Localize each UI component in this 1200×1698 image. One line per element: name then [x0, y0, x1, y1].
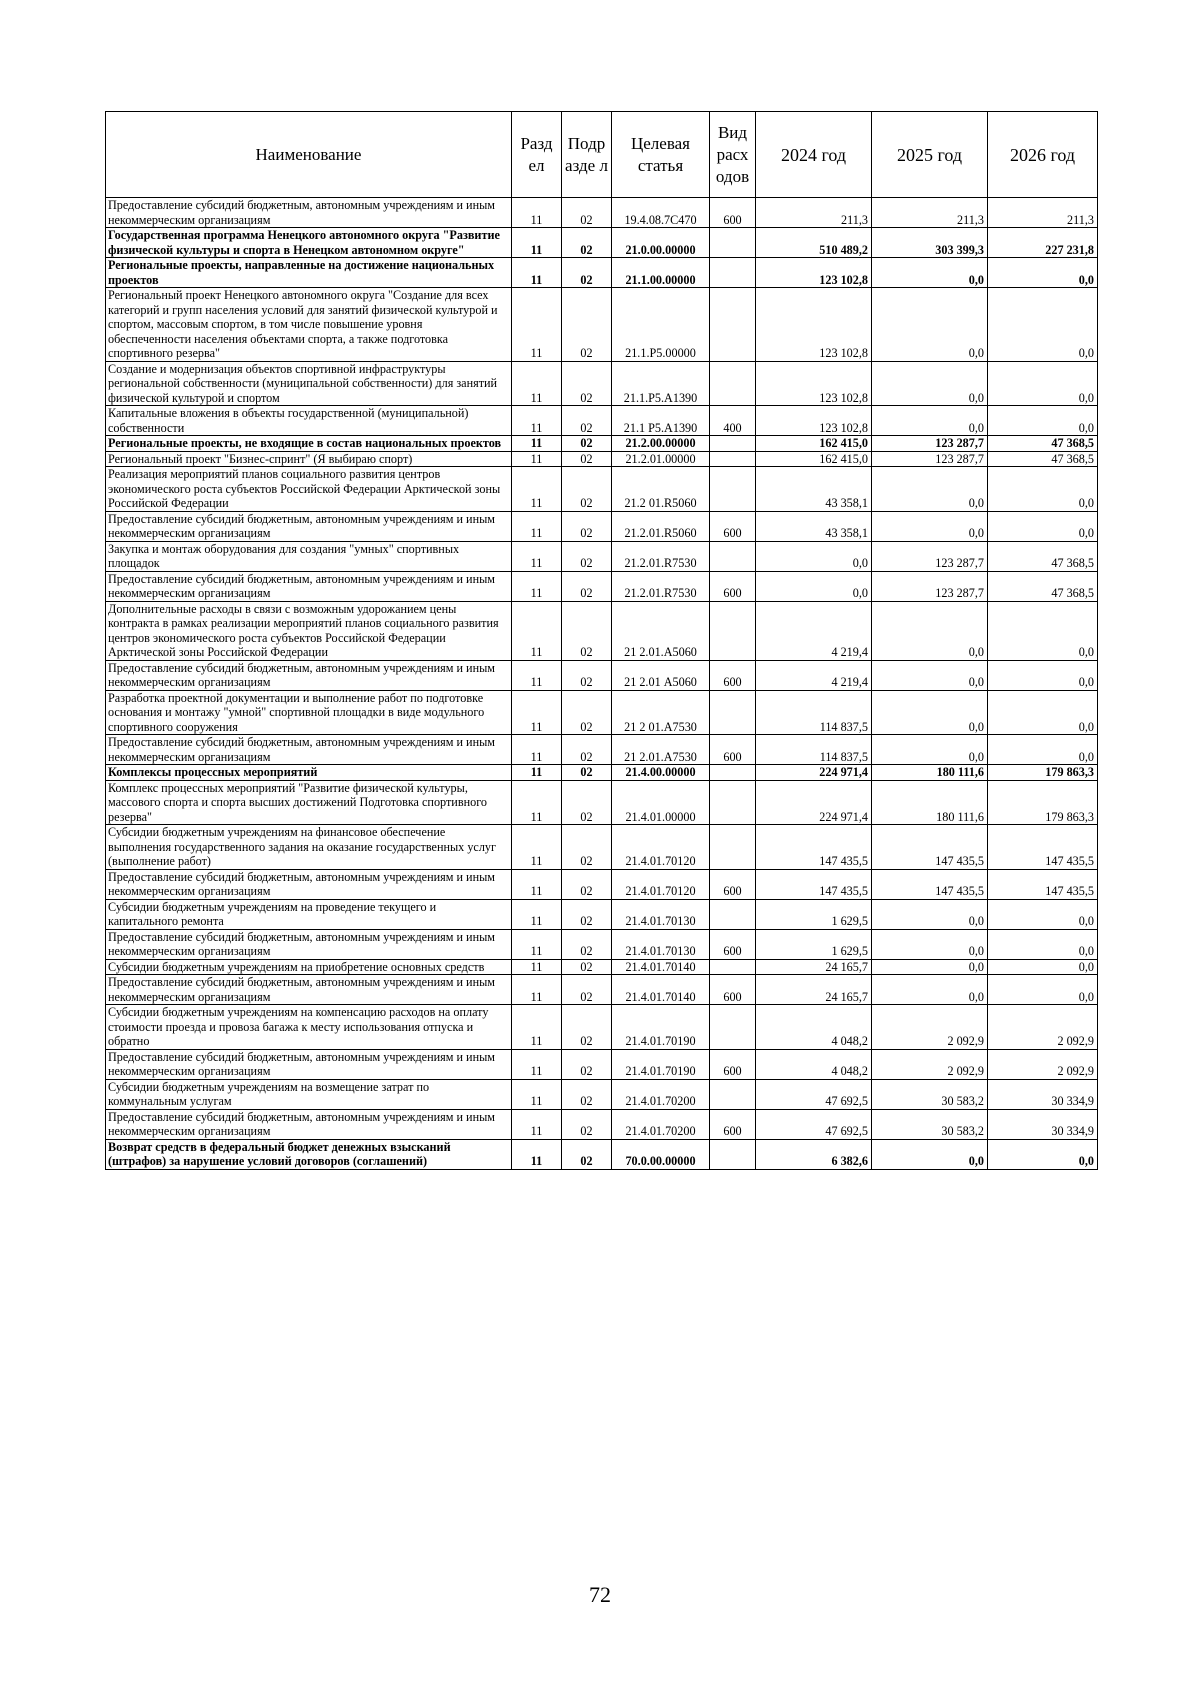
cell-razdel: 11: [512, 288, 562, 362]
cell-podrazdel: 02: [562, 228, 612, 258]
cell-expense-type: [710, 899, 756, 929]
cell-target-article: 21.4.01.70120: [612, 869, 710, 899]
cell-target-article: 21.2.00.00000: [612, 436, 710, 452]
cell-razdel: 11: [512, 228, 562, 258]
cell-2026: 0,0: [988, 601, 1098, 660]
cell-expense-type: [710, 361, 756, 406]
cell-podrazdel: 02: [562, 258, 612, 288]
cell-podrazdel: 02: [562, 451, 612, 467]
cell-razdel: 11: [512, 825, 562, 870]
cell-2024: 147 435,5: [756, 825, 872, 870]
cell-2024: 123 102,8: [756, 406, 872, 436]
cell-target-article: 21.2.01.00000: [612, 451, 710, 467]
budget-table: [105, 111, 1098, 1170]
cell-target-article: 21.1.Р5.00000: [612, 288, 710, 362]
cell-name: Предоставление субсидий бюджетным, автономным учреждениям и иным некоммерческим организациям: [106, 511, 512, 541]
header-name: Наименование: [106, 112, 512, 198]
table-row: [106, 601, 1098, 660]
cell-name: Предоставление субсидий бюджетным, автономным учреждениям и иным некоммерческим организациям: [106, 929, 512, 959]
cell-2025: 0,0: [872, 258, 988, 288]
cell-razdel: 11: [512, 929, 562, 959]
cell-2025: 0,0: [872, 929, 988, 959]
cell-name: Предоставление субсидий бюджетным, автономным учреждениям и иным некоммерческим организациям: [106, 735, 512, 765]
cell-expense-type: [710, 601, 756, 660]
cell-name: Реализация мероприятий планов социального развития центров экономического роста субъектов Российской Федерации Арктической зоны Российской Федерации: [106, 467, 512, 512]
cell-2026: 30 334,9: [988, 1109, 1098, 1139]
cell-expense-type: [710, 1005, 756, 1050]
cell-2026: 47 368,5: [988, 571, 1098, 601]
cell-name: Предоставление субсидий бюджетным, автономным учреждениям и иным некоммерческим организациям: [106, 660, 512, 690]
cell-2026: 179 863,3: [988, 765, 1098, 781]
table-row: [106, 511, 1098, 541]
cell-razdel: 11: [512, 1079, 562, 1109]
table-row: [106, 406, 1098, 436]
cell-podrazdel: 02: [562, 899, 612, 929]
cell-2024: 4 048,2: [756, 1049, 872, 1079]
cell-target-article: 21.4.01.70190: [612, 1049, 710, 1079]
cell-name: Предоставление субсидий бюджетным, автономным учреждениям и иным некоммерческим организациям: [106, 571, 512, 601]
cell-razdel: 11: [512, 765, 562, 781]
cell-razdel: 11: [512, 198, 562, 228]
cell-2026: 0,0: [988, 929, 1098, 959]
header-2026: 2026 год: [988, 112, 1098, 198]
cell-podrazdel: 02: [562, 601, 612, 660]
cell-razdel: 11: [512, 1109, 562, 1139]
table-row: [106, 780, 1098, 825]
cell-target-article: 21.0.00.00000: [612, 228, 710, 258]
cell-name: Государственная программа Ненецкого автономного округа "Развитие физической культуры и спорта в Ненецком автономном округе": [106, 228, 512, 258]
cell-podrazdel: 02: [562, 1049, 612, 1079]
cell-expense-type: [710, 258, 756, 288]
cell-name: Комплекс процессных мероприятий "Развитие физической культуры, массового спорта и спорта высших достижений Подготовка спортивного резерва": [106, 780, 512, 825]
header-target-article: Целевая статья: [612, 112, 710, 198]
cell-expense-type: 600: [710, 571, 756, 601]
cell-expense-type: [710, 451, 756, 467]
cell-2024: 24 165,7: [756, 959, 872, 975]
cell-2024: 43 358,1: [756, 511, 872, 541]
cell-2025: 123 287,7: [872, 571, 988, 601]
cell-podrazdel: 02: [562, 436, 612, 452]
cell-razdel: 11: [512, 467, 562, 512]
cell-expense-type: 600: [710, 511, 756, 541]
table-row: [106, 451, 1098, 467]
cell-2024: 224 971,4: [756, 765, 872, 781]
cell-expense-type: [710, 690, 756, 735]
cell-2026: 0,0: [988, 690, 1098, 735]
cell-target-article: 21.1.Р5.А1390: [612, 361, 710, 406]
cell-podrazdel: 02: [562, 660, 612, 690]
cell-target-article: 21.4.01.70140: [612, 959, 710, 975]
cell-2024: 123 102,8: [756, 288, 872, 362]
cell-2025: 147 435,5: [872, 869, 988, 899]
cell-2025: 123 287,7: [872, 451, 988, 467]
cell-2026: 0,0: [988, 258, 1098, 288]
cell-2026: 47 368,5: [988, 436, 1098, 452]
cell-2024: 1 629,5: [756, 899, 872, 929]
cell-name: Субсидии бюджетным учреждениям на финансовое обеспечение выполнения государственного задания на оказание государственных услуг (выполнение работ): [106, 825, 512, 870]
cell-2024: 123 102,8: [756, 361, 872, 406]
cell-razdel: 11: [512, 899, 562, 929]
cell-podrazdel: 02: [562, 571, 612, 601]
cell-target-article: 19.4.08.7С470: [612, 198, 710, 228]
table-row: [106, 825, 1098, 870]
cell-razdel: 11: [512, 451, 562, 467]
cell-target-article: 21.1.00.00000: [612, 258, 710, 288]
cell-podrazdel: 02: [562, 929, 612, 959]
cell-target-article: 21 2.01.А7530: [612, 735, 710, 765]
cell-2024: 4 048,2: [756, 1005, 872, 1050]
cell-2026: 0,0: [988, 959, 1098, 975]
cell-podrazdel: 02: [562, 541, 612, 571]
table-row: [106, 975, 1098, 1005]
table-row: [106, 765, 1098, 781]
cell-expense-type: [710, 765, 756, 781]
cell-expense-type: [710, 288, 756, 362]
cell-2026: 0,0: [988, 975, 1098, 1005]
document-page: [105, 111, 1097, 1170]
cell-2024: 43 358,1: [756, 467, 872, 512]
cell-expense-type: 600: [710, 975, 756, 1005]
cell-2024: 224 971,4: [756, 780, 872, 825]
cell-razdel: 11: [512, 511, 562, 541]
cell-2024: 6 382,6: [756, 1139, 872, 1169]
table-row: [106, 735, 1098, 765]
cell-podrazdel: 02: [562, 825, 612, 870]
cell-2026: 0,0: [988, 467, 1098, 512]
cell-target-article: 21.2 01.R5060: [612, 467, 710, 512]
cell-razdel: 11: [512, 1005, 562, 1050]
cell-2026: 0,0: [988, 361, 1098, 406]
cell-razdel: 11: [512, 436, 562, 452]
cell-razdel: 11: [512, 541, 562, 571]
cell-podrazdel: 02: [562, 361, 612, 406]
cell-podrazdel: 02: [562, 780, 612, 825]
cell-name: Региональные проекты, направленные на достижение национальных проектов: [106, 258, 512, 288]
cell-podrazdel: 02: [562, 1109, 612, 1139]
cell-2025: 147 435,5: [872, 825, 988, 870]
cell-razdel: 11: [512, 1049, 562, 1079]
cell-razdel: 11: [512, 1139, 562, 1169]
table-row: [106, 571, 1098, 601]
header-razdel: Разд ел: [512, 112, 562, 198]
cell-target-article: 21 2.01.А5060: [612, 601, 710, 660]
cell-razdel: 11: [512, 975, 562, 1005]
cell-target-article: 21.1 Р5.А1390: [612, 406, 710, 436]
table-row: [106, 541, 1098, 571]
cell-name: Региональный проект "Бизнес-спринт" (Я выбираю спорт): [106, 451, 512, 467]
cell-2024: 162 415,0: [756, 436, 872, 452]
cell-podrazdel: 02: [562, 406, 612, 436]
cell-2026: 147 435,5: [988, 869, 1098, 899]
cell-name: Предоставление субсидий бюджетным, автономным учреждениям и иным некоммерческим организациям: [106, 975, 512, 1005]
cell-name: Закупка и монтаж оборудования для создания "умных" спортивных площадок: [106, 541, 512, 571]
cell-2025: 0,0: [872, 361, 988, 406]
cell-razdel: 11: [512, 361, 562, 406]
table-row: [106, 436, 1098, 452]
cell-razdel: 11: [512, 869, 562, 899]
cell-expense-type: [710, 780, 756, 825]
cell-podrazdel: 02: [562, 975, 612, 1005]
cell-name: Региональный проект Ненецкого автономного округа "Создание для всех категорий и групп населения условий для занятий физической культурой и спортом, массовым спортом, в том числе повышение уровня обеспеченности населения объектами спорта, а также подготовка спортивного резерва": [106, 288, 512, 362]
cell-2025: 2 092,9: [872, 1005, 988, 1050]
header-2024: 2024 год: [756, 112, 872, 198]
table-row: [106, 660, 1098, 690]
cell-2024: 47 692,5: [756, 1109, 872, 1139]
cell-expense-type: [710, 436, 756, 452]
cell-target-article: 21.4.01.70200: [612, 1109, 710, 1139]
cell-podrazdel: 02: [562, 288, 612, 362]
cell-2025: 0,0: [872, 975, 988, 1005]
table-row: [106, 869, 1098, 899]
cell-expense-type: [710, 1079, 756, 1109]
cell-2026: 0,0: [988, 406, 1098, 436]
cell-2025: 123 287,7: [872, 436, 988, 452]
cell-2025: 123 287,7: [872, 541, 988, 571]
cell-podrazdel: 02: [562, 467, 612, 512]
cell-2025: 0,0: [872, 1139, 988, 1169]
cell-2024: 510 489,2: [756, 228, 872, 258]
cell-name: Предоставление субсидий бюджетным, автономным учреждениям и иным некоммерческим организациям: [106, 1109, 512, 1139]
cell-2025: 180 111,6: [872, 765, 988, 781]
table-row: [106, 690, 1098, 735]
cell-target-article: 21.4.01.70200: [612, 1079, 710, 1109]
cell-expense-type: 600: [710, 869, 756, 899]
cell-target-article: 21.4.01.70120: [612, 825, 710, 870]
table-row: [106, 361, 1098, 406]
cell-name: Капитальные вложения в объекты государственной (муниципальной) собственности: [106, 406, 512, 436]
table-row: [106, 198, 1098, 228]
page-number: 72: [589, 1582, 611, 1607]
cell-target-article: 21.4.01.70190: [612, 1005, 710, 1050]
cell-podrazdel: 02: [562, 1139, 612, 1169]
cell-razdel: 11: [512, 735, 562, 765]
cell-podrazdel: 02: [562, 198, 612, 228]
cell-razdel: 11: [512, 601, 562, 660]
cell-2026: 179 863,3: [988, 780, 1098, 825]
cell-2025: 0,0: [872, 690, 988, 735]
cell-2024: 211,3: [756, 198, 872, 228]
table-row: [106, 1139, 1098, 1169]
cell-2025: 0,0: [872, 406, 988, 436]
cell-expense-type: 600: [710, 1109, 756, 1139]
cell-target-article: 21.4.01.70130: [612, 929, 710, 959]
cell-2026: 2 092,9: [988, 1049, 1098, 1079]
cell-podrazdel: 02: [562, 690, 612, 735]
cell-2024: 162 415,0: [756, 451, 872, 467]
cell-razdel: 11: [512, 780, 562, 825]
cell-expense-type: 600: [710, 1049, 756, 1079]
cell-podrazdel: 02: [562, 765, 612, 781]
cell-2025: 30 583,2: [872, 1079, 988, 1109]
table-row: [106, 258, 1098, 288]
table-row: [106, 1079, 1098, 1109]
cell-expense-type: [710, 959, 756, 975]
cell-expense-type: [710, 228, 756, 258]
cell-2025: 211,3: [872, 198, 988, 228]
cell-razdel: 11: [512, 406, 562, 436]
cell-2025: 0,0: [872, 735, 988, 765]
cell-2025: 30 583,2: [872, 1109, 988, 1139]
cell-razdel: 11: [512, 959, 562, 975]
cell-2026: 0,0: [988, 735, 1098, 765]
cell-2025: 0,0: [872, 511, 988, 541]
cell-name: Субсидии бюджетным учреждениям на возмещение затрат по коммунальным услугам: [106, 1079, 512, 1109]
cell-name: Субсидии бюджетным учреждениям на приобретение основных средств: [106, 959, 512, 975]
cell-2026: 2 092,9: [988, 1005, 1098, 1050]
cell-name: Предоставление субсидий бюджетным, автономным учреждениям и иным некоммерческим организациям: [106, 869, 512, 899]
table-row: [106, 1109, 1098, 1139]
table-row: [106, 467, 1098, 512]
cell-razdel: 11: [512, 571, 562, 601]
table-row: [106, 959, 1098, 975]
cell-podrazdel: 02: [562, 1079, 612, 1109]
cell-2024: 114 837,5: [756, 690, 872, 735]
cell-2024: 114 837,5: [756, 735, 872, 765]
cell-2024: 123 102,8: [756, 258, 872, 288]
cell-name: Возврат средств в федеральный бюджет денежных взысканий (штрафов) за нарушение условий договоров (соглашений): [106, 1139, 512, 1169]
cell-name: Субсидии бюджетным учреждениям на компенсацию расходов на оплату стоимости проезда и провоза багажа к месту использования отпуска и обратно: [106, 1005, 512, 1050]
cell-target-article: 21.2.01.R7530: [612, 541, 710, 571]
cell-2026: 30 334,9: [988, 1079, 1098, 1109]
cell-2024: 24 165,7: [756, 975, 872, 1005]
cell-name: Разработка проектной документации и выполнение работ по подготовке основания и монтажу "умной" спортивной площадки в виде модульного спортивного сооружения: [106, 690, 512, 735]
cell-expense-type: [710, 1139, 756, 1169]
cell-2026: 0,0: [988, 288, 1098, 362]
cell-2026: 147 435,5: [988, 825, 1098, 870]
cell-expense-type: 400: [710, 406, 756, 436]
cell-razdel: 11: [512, 258, 562, 288]
cell-razdel: 11: [512, 660, 562, 690]
cell-target-article: 70.0.00.00000: [612, 1139, 710, 1169]
cell-target-article: 21.4.01.70130: [612, 899, 710, 929]
cell-2024: 0,0: [756, 571, 872, 601]
cell-2024: 147 435,5: [756, 869, 872, 899]
cell-2024: 4 219,4: [756, 660, 872, 690]
cell-name: Предоставление субсидий бюджетным, автономным учреждениям и иным некоммерческим организациям: [106, 198, 512, 228]
table-row: [106, 899, 1098, 929]
cell-2026: 227 231,8: [988, 228, 1098, 258]
cell-expense-type: 600: [710, 929, 756, 959]
cell-2025: 2 092,9: [872, 1049, 988, 1079]
cell-2025: 0,0: [872, 899, 988, 929]
table-row: [106, 288, 1098, 362]
cell-podrazdel: 02: [562, 1005, 612, 1050]
cell-2024: 4 219,4: [756, 601, 872, 660]
cell-podrazdel: 02: [562, 869, 612, 899]
table-body: [106, 198, 1098, 1170]
cell-razdel: 11: [512, 690, 562, 735]
cell-2026: 0,0: [988, 660, 1098, 690]
cell-2026: 47 368,5: [988, 541, 1098, 571]
table-row: [106, 1049, 1098, 1079]
cell-2024: 0,0: [756, 541, 872, 571]
cell-expense-type: 600: [710, 198, 756, 228]
cell-target-article: 21.2.01.R7530: [612, 571, 710, 601]
cell-target-article: 21.2.01.R5060: [612, 511, 710, 541]
cell-name: Дополнительные расходы в связи с возможным удорожанием цены контракта в рамках реализации мероприятий планов социального развития центров экономического роста субъектов Российской Федерации Арктической зоны Российской Федерации: [106, 601, 512, 660]
cell-2024: 47 692,5: [756, 1079, 872, 1109]
cell-2025: 0,0: [872, 288, 988, 362]
cell-2026: 211,3: [988, 198, 1098, 228]
header-2025: 2025 год: [872, 112, 988, 198]
cell-name: Комплексы процессных мероприятий: [106, 765, 512, 781]
cell-2025: 0,0: [872, 467, 988, 512]
cell-target-article: 21 2.01 А5060: [612, 660, 710, 690]
cell-2026: 0,0: [988, 899, 1098, 929]
cell-podrazdel: 02: [562, 959, 612, 975]
cell-target-article: 21 2 01.А7530: [612, 690, 710, 735]
cell-2025: 0,0: [872, 660, 988, 690]
cell-2026: 47 368,5: [988, 451, 1098, 467]
cell-expense-type: [710, 541, 756, 571]
cell-expense-type: 600: [710, 660, 756, 690]
cell-2025: 0,0: [872, 601, 988, 660]
cell-name: Субсидии бюджетным учреждениям на проведение текущего и капитального ремонта: [106, 899, 512, 929]
cell-expense-type: [710, 825, 756, 870]
cell-2024: 1 629,5: [756, 929, 872, 959]
header-podrazdel: Подр азде л: [562, 112, 612, 198]
cell-target-article: 21.4.00.00000: [612, 765, 710, 781]
cell-podrazdel: 02: [562, 511, 612, 541]
table-header-row: [106, 112, 1098, 198]
cell-expense-type: [710, 467, 756, 512]
cell-name: Создание и модернизация объектов спортивной инфраструктуры региональной собственности (муниципальной собственности) для занятий физической культурой и спортом: [106, 361, 512, 406]
cell-expense-type: 600: [710, 735, 756, 765]
cell-target-article: 21.4.01.00000: [612, 780, 710, 825]
cell-podrazdel: 02: [562, 735, 612, 765]
table-row: [106, 1005, 1098, 1050]
cell-2025: 180 111,6: [872, 780, 988, 825]
cell-2025: 303 399,3: [872, 228, 988, 258]
cell-2026: 0,0: [988, 1139, 1098, 1169]
cell-2025: 0,0: [872, 959, 988, 975]
cell-name: Предоставление субсидий бюджетным, автономным учреждениям и иным некоммерческим организациям: [106, 1049, 512, 1079]
table-row: [106, 228, 1098, 258]
table-row: [106, 929, 1098, 959]
cell-name: Региональные проекты, не входящие в состав национальных проектов: [106, 436, 512, 452]
cell-target-article: 21.4.01.70140: [612, 975, 710, 1005]
cell-2026: 0,0: [988, 511, 1098, 541]
header-expense-type: Вид расх одов: [710, 112, 756, 198]
